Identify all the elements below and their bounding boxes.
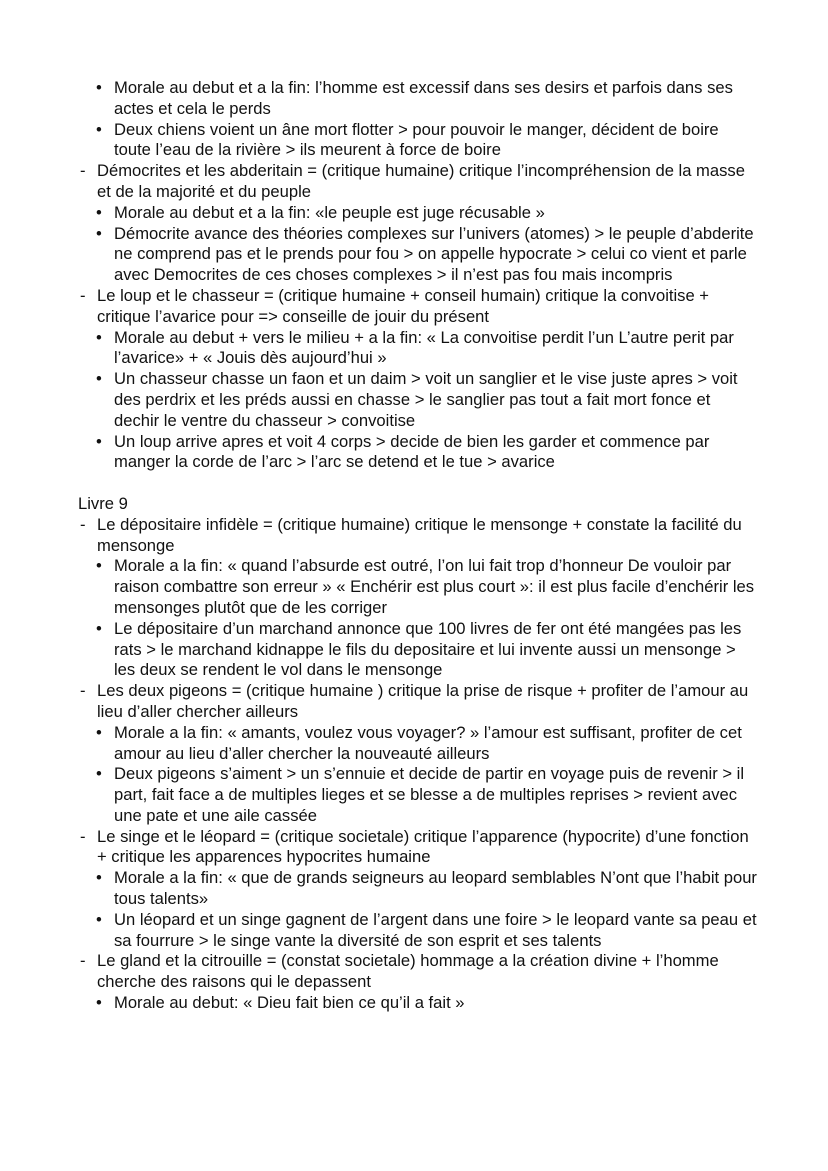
bullet-text: Morale a la fin: « quand l’absurde est outré, l’on lui fait trop d’honneur De vouloir par raison combattre son erreur » « Enchérir est plus court »: il est plus facile d’enchérir les mensonges plutôt que de les corriger: [114, 556, 755, 617]
book-title: Livre 9: [78, 493, 128, 513]
bullet-icon: •: [96, 431, 102, 451]
fable-entry: [78, 827, 758, 869]
bullet-item: [78, 993, 758, 1014]
bullet-item: [78, 120, 758, 162]
bullet-text: Un léopard et un singe gagnent de l’argent dans une foire > le leopard vante sa peau et sa fourrure > le singe vante la diversité de son esprit et ses talents: [114, 909, 757, 950]
bullet-text: Morale a la fin: « que de grands seigneurs au leopard semblables N’ont que l’habit pour tous talents»: [114, 868, 757, 909]
bullet-item: [78, 910, 758, 952]
dash-icon: -: [80, 161, 86, 181]
dash-icon: -: [80, 951, 86, 971]
bullet-text: Deux pigeons s’aiment > un s’ennuie et decide de partir en voyage puis de revenir > il part, fait face a de multiples lieges et se blesse a de multiples reprises > revient avec une pate et une aile cassée: [114, 764, 745, 825]
fable-heading: Le loup et le chasseur = (critique humaine + conseil humain) critique la convoitise + critique l’avarice pour => conseille de jouir du présent: [97, 285, 709, 326]
bullet-item: [78, 619, 758, 681]
bullet-text: Morale a la fin: « amants, voulez vous voyager? » l’amour est suffisant, profiter de cet amour au lieu d’aller chercher la nouveauté ailleurs: [114, 722, 742, 763]
bullet-icon: •: [96, 202, 102, 222]
bullet-text: Morale au debut et a la fin: «le peuple est juge récusable »: [114, 202, 545, 222]
bullet-text: Un loup arrive apres et voit 4 corps > decide de bien les garder et commence par manger la corde de l’arc > l’arc se detend et le tue > avarice: [114, 431, 710, 472]
bullet-icon: •: [96, 909, 102, 929]
bullet-icon: •: [96, 868, 102, 888]
dash-icon: -: [80, 826, 86, 846]
bullet-item: [78, 723, 758, 765]
bullet-item: [78, 328, 758, 370]
fable-entry: [78, 286, 758, 328]
bullet-icon: •: [96, 764, 102, 784]
bullet-icon: •: [96, 327, 102, 347]
fable-heading: Démocrites et les abderitain = (critique humaine) critique l’incompréhension de la masse et de la majorité et du peuple: [97, 161, 745, 201]
fable-heading: Le singe et le léopard = (critique societale) critique l’apparence (hypocrite) d’une fonction + critique les apparences hypocrites humaine: [97, 826, 749, 867]
bullet-icon: •: [96, 119, 102, 139]
bullet-text: Le dépositaire d’un marchand annonce que 100 livres de fer ont été mangées pas les rats > le marchand kidnappe le fils du depositaire et lui invente aussi un mensonge > les deux se rendent le vol dans le mensonge: [114, 618, 742, 680]
bullet-text: Deux chiens voient un âne mort flotter > pour pouvoir le manger, décident de boire toute l’eau de la rivière > ils meurent à force de boire: [114, 119, 719, 160]
bullet-icon: •: [96, 993, 102, 1013]
bullet-item: [78, 369, 758, 431]
bullet-item: [78, 868, 758, 910]
fable-entry: [78, 515, 758, 557]
fable-entry: [78, 951, 758, 993]
bullet-icon: •: [96, 722, 102, 742]
bullet-icon: •: [96, 369, 102, 389]
bullet-item: [78, 224, 758, 286]
dash-icon: -: [80, 285, 86, 305]
fable-entry: [78, 161, 758, 203]
bullet-text: Un chasseur chasse un faon et un daim > voit un sanglier et le vise juste apres > voit des perdrix et les préds aussi en chasse > le sanglier pas tout a fait mort fonce et dechir le ventre du chasseur > convoitise: [114, 369, 738, 430]
bullet-item: [78, 203, 758, 224]
bullet-icon: •: [96, 618, 102, 638]
bullet-item: [78, 78, 758, 120]
fable-heading: Le gland et la citrouille = (constat societale) hommage a la création divine + l’homme cherche des raisons qui le depassent: [97, 951, 719, 992]
bullet-text: Morale au debut et a la fin: l’homme est excessif dans ses desirs et parfois dans ses actes et cela le perds: [114, 78, 733, 118]
bullet-icon: •: [96, 556, 102, 576]
dash-icon: -: [80, 514, 86, 534]
fable-entry: [78, 681, 758, 723]
bullet-text: Morale au debut + vers le milieu + a la fin: « La convoitise perdit l’un L’autre perit par l’avarice» + « Jouis dès aujourd’hui »: [114, 327, 734, 368]
fable-heading: Les deux pigeons = (critique humaine ) critique la prise de risque + profiter de l’amour au lieu d’aller chercher ailleurs: [97, 681, 749, 721]
bullet-item: [78, 556, 758, 618]
fable-heading: Le dépositaire infidèle = (critique humaine) critique le mensonge + constate la facilité du mensonge: [97, 514, 742, 555]
bullet-text: Morale au debut: « Dieu fait bien ce qu’il a fait »: [114, 993, 465, 1013]
bullet-item: [78, 432, 758, 474]
dash-icon: -: [80, 681, 86, 701]
bullet-icon: •: [96, 78, 102, 97]
bullet-icon: •: [96, 223, 102, 243]
bullet-text: Démocrite avance des théories complexes sur l’univers (atomes) > le peuple d’abderite ne comprend pas et le prends pour fou > on appelle hypocrate > celui co vient et parle avec Democrites de ces choses complexes > il n’est pas fou mais incompris: [114, 223, 754, 285]
document-page: [78, 78, 758, 1014]
bullet-item: [78, 764, 758, 826]
